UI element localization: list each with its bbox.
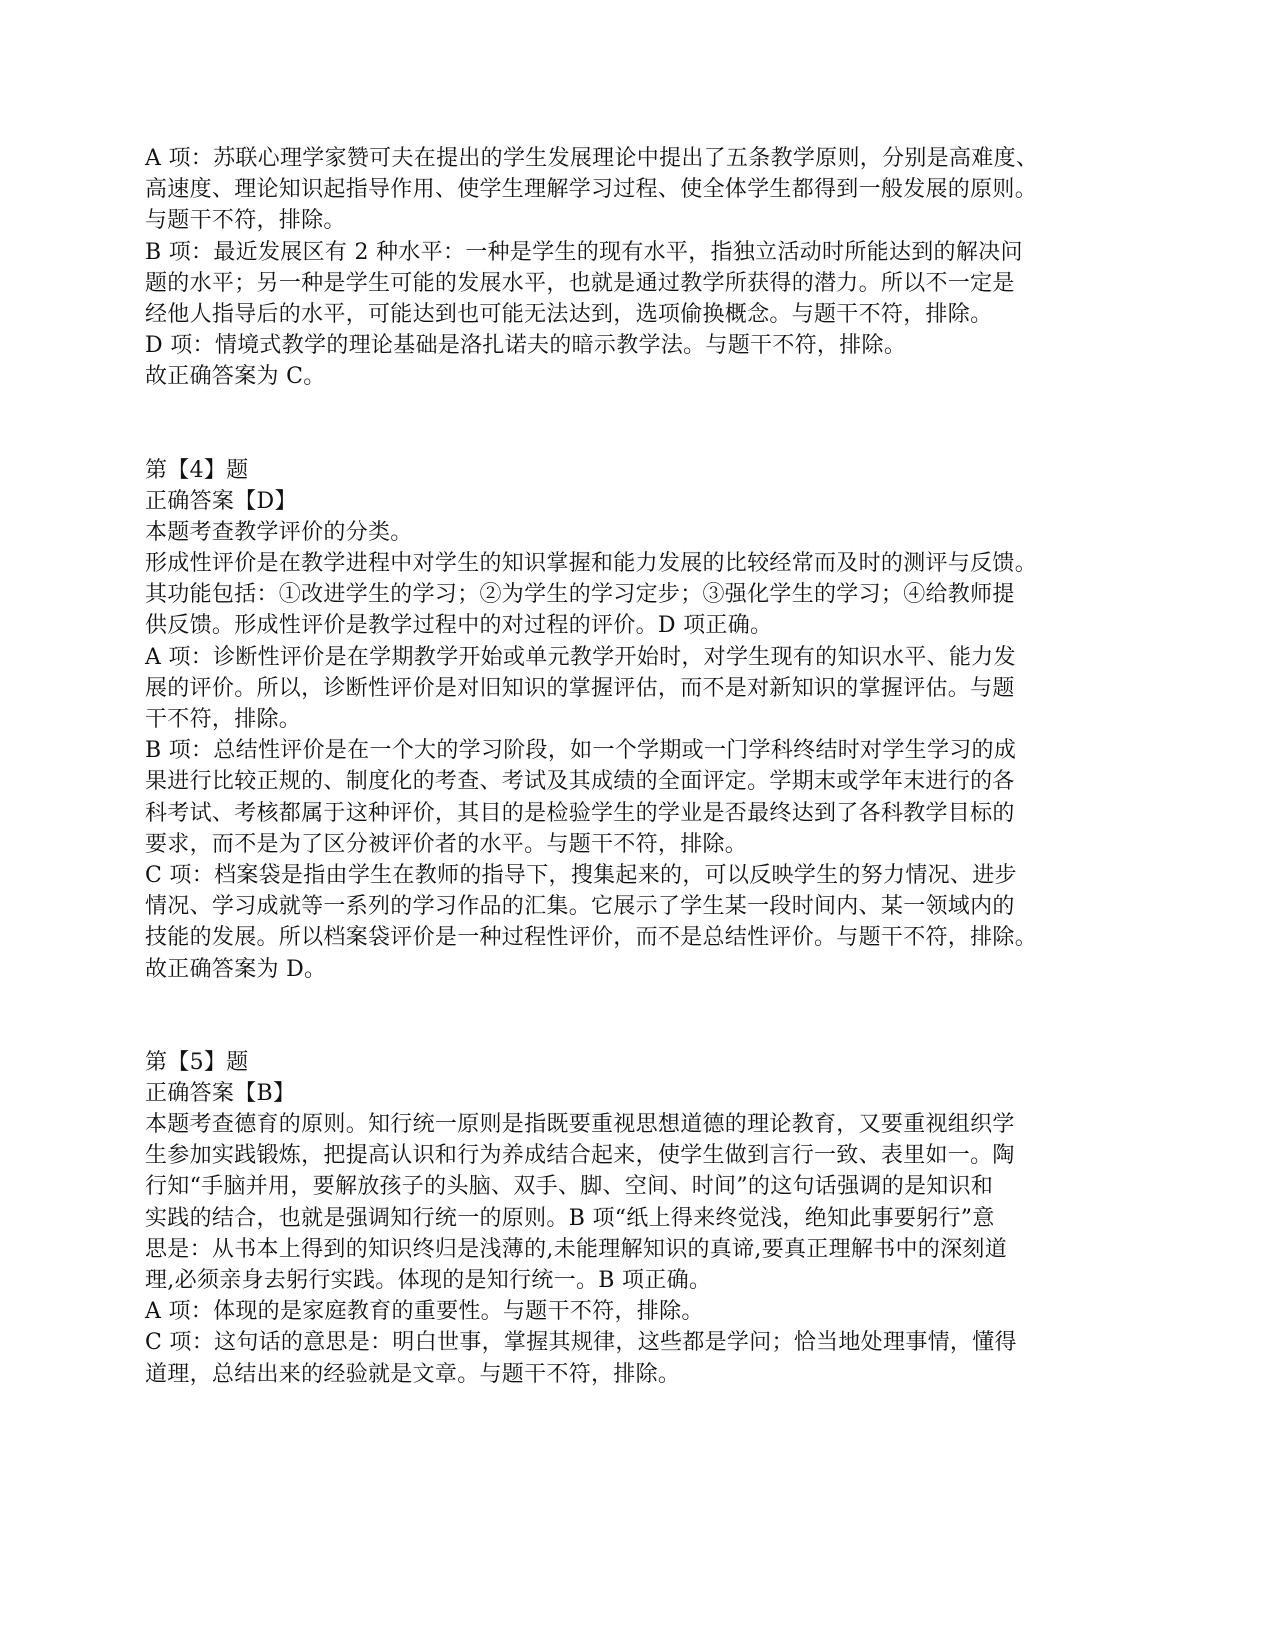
correct-answer: 正确答案【B】 [145,1080,296,1106]
paragraph-line: 技能的发展。所以档案袋评价是一种过程性评价，而不是总结性评价。与题干不符，排除。 [145,925,1038,951]
paragraph-line: 形成性评价是在教学进程中对学生的知识掌握和能力发展的比较经常而及时的测评与反馈。 [145,551,1038,577]
paragraph-line: 理,必须亲身去躬行实践。体现的是知行统一。B 项正确。 [145,1268,712,1293]
paragraph-line: 生参加实践锻炼，把提高认识和行为养成结合起来，使学生做到言行一致、表里如一。陶 [145,1143,1015,1169]
section-q5 [145,1047,1105,1390]
paragraph-line: B 项：最近发展区有 2 种水平：一种是学生的现有水平，指独立活动时所能达到的解决问 [145,239,1023,265]
section-q4 [145,455,1105,985]
paragraph-line: 本题考查教学评价的分类。 [145,519,413,545]
paragraph-line: 题的水平；另一种是学生可能的发展水平，也就是通过教学所获得的潜力。所以不一定是 [145,270,1015,296]
paragraph-line: 高速度、理论知识起指导作用、使学生理解学习过程、使全体学生都得到一般发展的原则。 [145,177,1038,203]
section-spacer [145,985,1105,1047]
paragraph-line: 其功能包括：①改进学生的学习；②为学生的学习定步；③强化学生的学习；④给教师提 [145,582,1015,608]
paragraph-line: 行知“手脑并用，要解放孩子的头脑、双手、脚、空间、时间”的这句话强调的是知识和 [145,1174,994,1200]
paragraph-line: A 项：诊断性评价是在学期教学开始或单元教学开始时，对学生现有的知识水平、能力发 [145,644,1016,670]
section-spacer [145,393,1105,455]
paragraph-line: 要求，而不是为了区分被评价者的水平。与题干不符，排除。 [145,831,748,857]
paragraph-line: 思是：从书本上得到的知识终归是浅薄的,未能理解知识的真谛,要真正理解书中的深刻道 [145,1236,1007,1262]
paragraph-line: 果进行比较正规的、制度化的考查、考试及其成绩的全面评定。学期末或学年末进行的各 [145,769,1015,795]
conclusion-line: 故正确答案为 C。 [145,364,326,390]
paragraph-line: 与题干不符，排除。 [145,208,346,234]
paragraph-line: 情况、学习成就等一系列的学习作品的汇集。它展示了学生某一段时间内、某一领域内的 [145,894,1015,920]
paragraph-line: 本题考查德育的原则。知行统一原则是指既要重视思想道德的理论教育，又要重视组织学 [145,1112,1015,1138]
paragraph-line: C 项：档案袋是指由学生在教师的指导下，搜集起来的，可以反映学生的努力情况、进步 [145,862,1017,888]
question-title: 第【5】题 [145,1049,249,1075]
document-page [145,143,1105,1390]
paragraph-line: 经他人指导后的水平，可能达到也可能无法达到，选项偷换概念。与题干不符，排除。 [145,301,993,327]
paragraph-line: B 项：总结性评价是在一个大的学习阶段，如一个学期或一门学科终结时对学生学习的成 [145,738,1017,764]
conclusion-line: 故正确答案为 D。 [145,956,327,982]
correct-answer: 正确答案【D】 [145,488,297,514]
paragraph-line: 实践的结合，也就是强调知行统一的原则。B 项“纸上得来终觉浅，绝知此事要躬行”意 [145,1205,995,1231]
question-title: 第【4】题 [145,457,249,483]
paragraph-line: 道理，总结出来的经验就是文章。与题干不符，排除。 [145,1361,681,1387]
paragraph-line: 展的评价。所以，诊断性评价是对旧知识的掌握评估，而不是对新知识的掌握评估。与题 [145,675,1015,701]
paragraph-line: 科考试、考核都属于这种评价，其目的是检验学生的学业是否最终达到了各科教学目标的 [145,800,1015,826]
paragraph-line: A 项：体现的是家庭教育的重要性。与题干不符，排除。 [145,1299,704,1325]
paragraph-line: C 项：这句话的意思是：明白世事，掌握其规律，这些都是学问；恰当地处理事情，懂得 [145,1330,1017,1356]
paragraph-line: D 项：情境式教学的理论基础是洛扎诺夫的暗示教学法。与题干不符，排除。 [145,333,907,359]
paragraph-line: 干不符，排除。 [145,707,302,732]
section-q3-tail [145,143,1105,393]
paragraph-line: A 项：苏联心理学家赞可夫在提出的学生发展理论中提出了五条教学原则，分别是高难度、 [145,146,1039,171]
paragraph-line: 供反馈。形成性评价是教学过程中的对过程的评价。D 项正确。 [145,613,773,639]
